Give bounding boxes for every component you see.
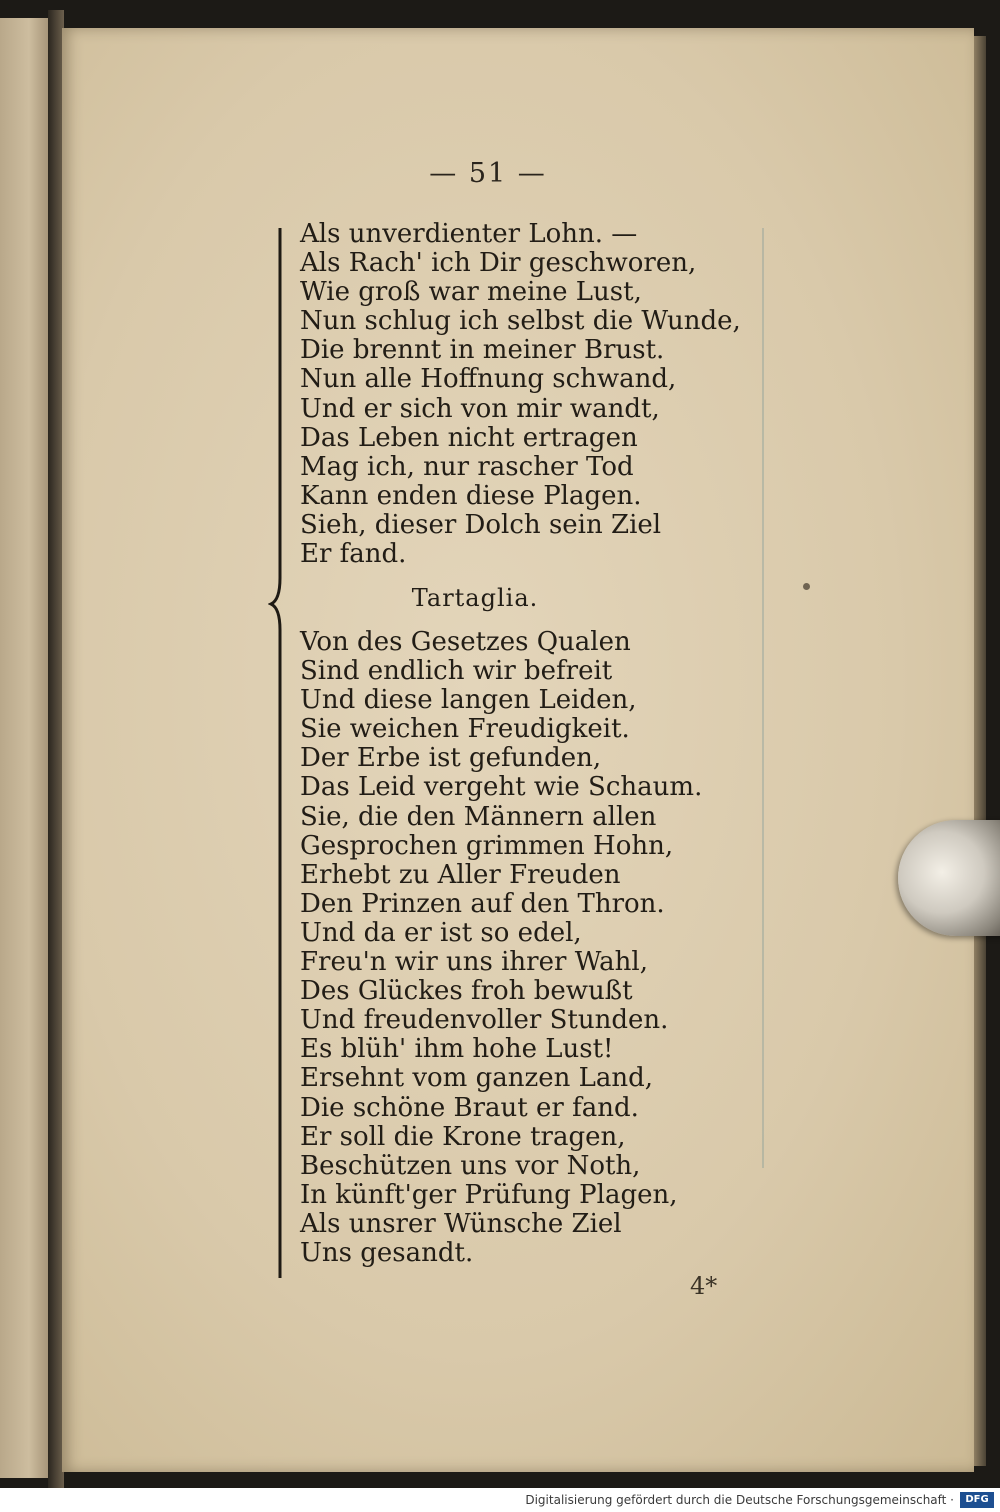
verse-line: Sie weichen Freudigkeit. bbox=[300, 714, 630, 745]
ink-speck bbox=[803, 583, 810, 590]
show-through-text-area bbox=[762, 228, 914, 1168]
verse-line: Des Glückes froh bewußt bbox=[300, 976, 633, 1007]
digitization-footer bbox=[0, 1488, 1000, 1512]
verse-line: Erhebt zu Aller Freuden bbox=[300, 859, 621, 890]
verse-line: Sind endlich wir befreit bbox=[300, 656, 613, 687]
verse-line: Nun schlug ich selbst die Wunde, bbox=[300, 306, 741, 337]
verse-line: Als unverdienter Lohn. — bbox=[300, 219, 638, 249]
page-number: — 51 — bbox=[429, 158, 547, 189]
verse-line: Das Leben nicht ertragen bbox=[300, 422, 638, 453]
verse-line: Sie, die den Männern allen bbox=[300, 801, 657, 832]
verse-line: Er fand. bbox=[300, 539, 407, 570]
verse-line: Und er sich von mir wandt, bbox=[300, 393, 660, 424]
verse-line: Der Erbe ist gefunden, bbox=[300, 743, 602, 774]
verse-brace bbox=[268, 228, 284, 1278]
verse-line: Beschützen uns vor Noth, bbox=[300, 1150, 641, 1181]
verse-line: Sieh, dieser Dolch sein Ziel bbox=[300, 509, 662, 540]
verse-line: Das Leid vergeht wie Schaum. bbox=[300, 772, 703, 803]
verse-line: Uns gesandt. bbox=[300, 1237, 474, 1268]
verse-line: Die brennt in meiner Brust. bbox=[300, 335, 665, 366]
verse-block-before bbox=[300, 220, 741, 569]
verse-line: Als unsrer Wünsche Ziel bbox=[300, 1208, 622, 1239]
verse-line: Den Prinzen auf den Thron. bbox=[300, 888, 665, 919]
signature-mark: 4* bbox=[690, 1272, 718, 1300]
facing-page-edge bbox=[0, 18, 48, 1478]
verse-line: In künft'ger Prüfung Plagen, bbox=[300, 1179, 678, 1210]
verse-line: Und freudenvoller Stunden. bbox=[300, 1005, 669, 1036]
verse-line: Und da er ist so edel, bbox=[300, 917, 582, 948]
verse-line: Von des Gesetzes Qualen bbox=[300, 627, 631, 657]
verse-line: Die schöne Braut er fand. bbox=[300, 1092, 639, 1123]
verse-line: Ersehnt vom ganzen Land, bbox=[300, 1063, 654, 1094]
verse-line: Es blüh' ihm hohe Lust! bbox=[300, 1034, 614, 1065]
speaker-heading: Tartaglia. bbox=[411, 584, 539, 612]
verse-block-after bbox=[300, 628, 702, 1268]
dfg-logo: DFG bbox=[960, 1492, 994, 1508]
verse-line: Er soll die Krone tragen, bbox=[300, 1121, 626, 1152]
verse-line: Nun alle Hoffnung schwand, bbox=[300, 364, 677, 395]
verse-line: Freu'n wir uns ihrer Wahl, bbox=[300, 947, 648, 978]
funding-credit: Digitalisierung gefördert durch die Deutsche Forschungsgemeinschaft · bbox=[525, 1493, 954, 1507]
verse-line: Kann enden diese Plagen. bbox=[300, 480, 642, 511]
verse-line: Wie groß war meine Lust, bbox=[300, 277, 642, 308]
verse-line: Gesprochen grimmen Hohn, bbox=[300, 830, 674, 861]
verse-line: Mag ich, nur rascher Tod bbox=[300, 451, 634, 482]
verse-line: Als Rach' ich Dir geschworen, bbox=[300, 248, 697, 279]
verse-line: Und diese langen Leiden, bbox=[300, 685, 637, 716]
